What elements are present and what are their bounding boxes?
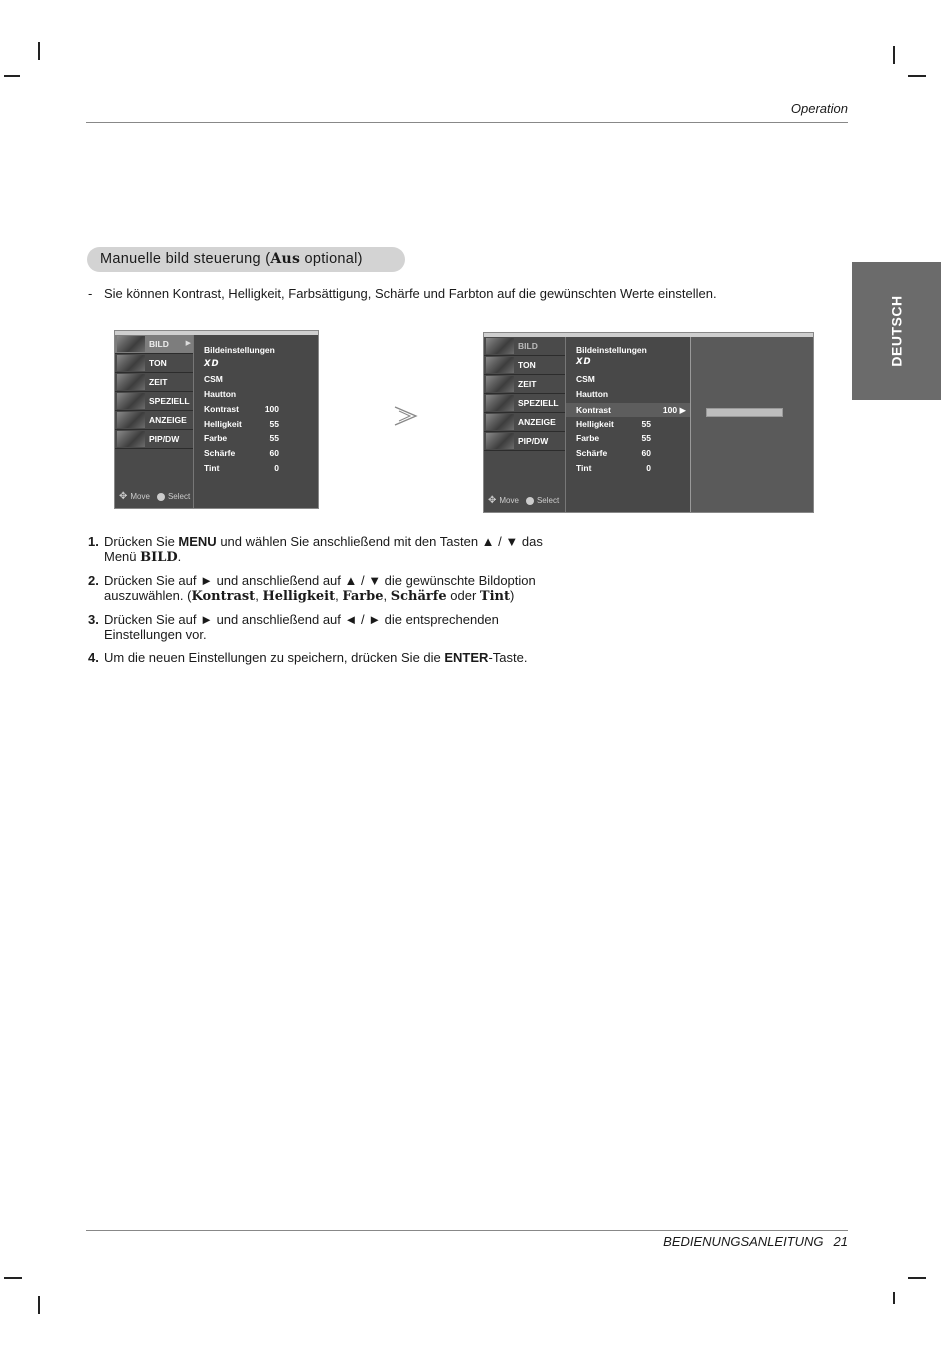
move-arrows-icon: ✥ (119, 491, 128, 502)
select-button-icon (157, 493, 165, 501)
menu-thumbnail-icon (117, 355, 145, 371)
osd-menu-item-bild[interactable]: BILD (484, 337, 565, 356)
osd-row-farbe[interactable]: Farbe 55 (576, 433, 651, 443)
osd-row-csm[interactable]: CSM (576, 374, 595, 384)
osd-menu-item-pipdw[interactable]: PIP/DW (115, 430, 193, 449)
caret-right-icon: ▶ (679, 405, 686, 415)
menu-thumbnail-icon (486, 414, 514, 430)
menu-thumbnail-icon (486, 376, 514, 392)
step-item: 3. Drücken Sie auf ► und anschließend auf ◄ / ► die entsprechenden Einstellungen vor. (88, 612, 499, 642)
crop-mark (4, 75, 20, 77)
osd-row-kontrast[interactable]: Kontrast 100 (204, 404, 279, 414)
menu-thumbnail-icon (486, 338, 514, 354)
menu-thumbnail-icon (486, 395, 514, 411)
osd-menu-main (114, 330, 319, 509)
osd-menu-list (484, 337, 566, 512)
osd-xd-logo: XD (576, 357, 592, 367)
crop-mark (893, 46, 895, 64)
osd-menu-item-zeit[interactable]: ZEIT (484, 375, 565, 394)
osd-row-schaerfe[interactable]: Schärfe 60 (204, 448, 279, 458)
step-number: 1. (88, 534, 99, 549)
osd-submenu-title: Bildeinstellungen (576, 345, 647, 355)
osd-row-farbe[interactable]: Farbe 55 (204, 433, 279, 443)
move-arrows-icon: ✥ (488, 495, 497, 506)
osd-menu-item-ton[interactable]: TON (115, 354, 193, 373)
header-section-label: Operation (790, 101, 848, 116)
arrow-right-icon (393, 404, 419, 428)
kontrast-slider[interactable] (706, 408, 783, 417)
menu-thumbnail-icon (117, 412, 145, 428)
osd-row-tint[interactable]: Tint 0 (204, 463, 279, 473)
osd-menu-item-speziell[interactable]: SPEZIELL (115, 392, 193, 411)
step-item: 2. Drücken Sie auf ► und anschließend auf ▲ / ▼ die gewünschte Bildoption auszuwählen. (Kontrast, Helligkeit, Farbe, Schärfe oder Tint) (88, 573, 536, 604)
osd-submenu (194, 335, 318, 508)
select-button-icon (526, 497, 534, 505)
menu-thumbnail-icon (117, 336, 145, 352)
section-title: Manuelle bild steuerung (Aus optional) (87, 247, 405, 272)
menu-thumbnail-icon (486, 357, 514, 373)
osd-submenu-title: Bildeinstellungen (204, 345, 275, 355)
osd-hint: ✥ Move Select (119, 491, 191, 502)
slider-fill (707, 409, 782, 416)
step-number: 4. (88, 650, 99, 665)
osd-menu-item-speziell[interactable]: SPEZIELL (484, 394, 565, 413)
osd-menu-item-anzeige[interactable]: ANZEIGE (115, 411, 193, 430)
osd-menu-list (115, 335, 194, 508)
osd-row-hautton[interactable]: Hautton (576, 389, 609, 399)
menu-thumbnail-icon (117, 393, 145, 409)
footer-rule (86, 1230, 848, 1231)
footer: BEDIENUNGSANLEITUNG 21 (663, 1234, 848, 1249)
step-number: 3. (88, 612, 99, 627)
osd-row-csm[interactable]: CSM (204, 374, 223, 384)
osd-menu-item-bild[interactable]: BILD ▶ (115, 335, 193, 354)
osd-menu-item-pipdw[interactable]: PIP/DW (484, 432, 565, 451)
osd-row-tint[interactable]: Tint 0 (576, 463, 651, 473)
crop-mark (893, 1292, 895, 1304)
osd-row-kontrast-selected[interactable]: Kontrast 100 ▶ (566, 403, 690, 417)
crop-mark (4, 1277, 22, 1279)
osd-menu-item-anzeige[interactable]: ANZEIGE (484, 413, 565, 432)
osd-menu-item-ton[interactable]: TON (484, 356, 565, 375)
crop-mark (908, 1277, 926, 1279)
step-number: 2. (88, 573, 99, 588)
osd-adjust-panel (690, 337, 813, 512)
menu-thumbnail-icon (117, 374, 145, 390)
menu-thumbnail-icon (486, 433, 514, 449)
intro-text: - Sie können Kontrast, Helligkeit, Farbsättigung, Schärfe und Farbton auf die gewünschten Werte einstellen. (88, 286, 717, 301)
crop-mark (908, 75, 926, 77)
osd-row-hautton[interactable]: Hautton (204, 389, 237, 399)
crop-mark (38, 42, 40, 60)
osd-row-helligkeit[interactable]: Helligkeit 55 (204, 419, 279, 429)
language-side-tab (852, 262, 941, 400)
osd-xd-logo: XD (204, 359, 220, 369)
caret-right-icon: ▶ (185, 340, 191, 347)
instruction-steps (88, 534, 558, 673)
osd-menu-item-zeit[interactable]: ZEIT (115, 373, 193, 392)
step-item: 4. Um die neuen Einstellungen zu speichern, drücken Sie die ENTER-Taste. (88, 650, 528, 665)
osd-hint: ✥ Move Select (488, 495, 560, 506)
side-tab-label: DEUTSCH (888, 295, 905, 367)
step-item: 1. Drücken Sie MENU und wählen Sie anschließend mit den Tasten ▲ / ▼ das Menü BILD. (88, 534, 543, 565)
crop-mark (38, 1296, 40, 1314)
header-rule (86, 122, 848, 123)
osd-menu-adjust (483, 332, 814, 513)
osd-row-schaerfe[interactable]: Schärfe 60 (576, 448, 651, 458)
menu-thumbnail-icon (117, 431, 145, 447)
osd-row-helligkeit[interactable]: Helligkeit 55 (576, 419, 651, 429)
